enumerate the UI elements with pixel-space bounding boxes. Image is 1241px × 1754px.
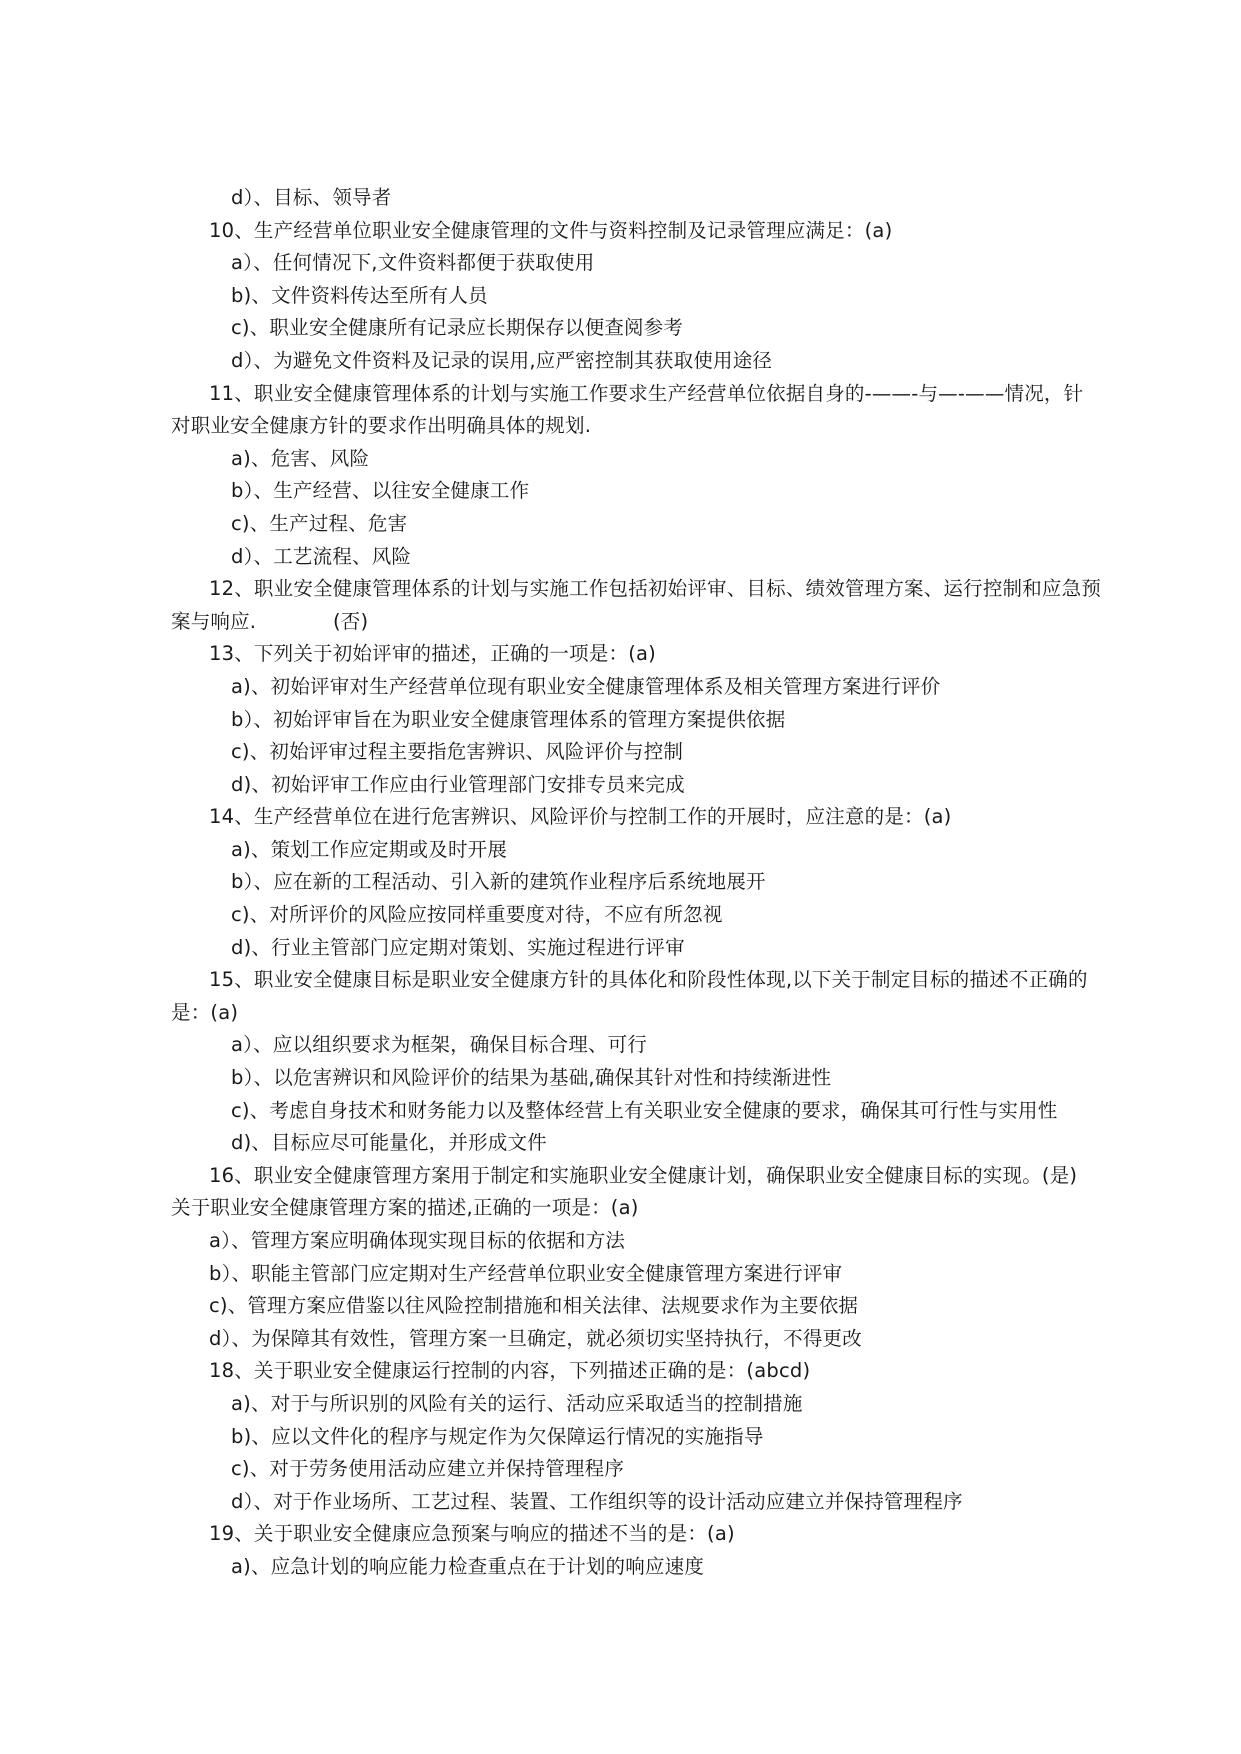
option-d-15: d)、目标应尽可能量化，并形成文件: [231, 1131, 547, 1155]
option-c-18: c)、对于劳务使用活动应建立并保持管理程序: [231, 1457, 625, 1481]
option-b-10: b)、文件资料传达至所有人员: [231, 283, 488, 307]
question-14: 14、生产经营单位在进行危害辨识、风险评价与控制工作的开展时，应注意的是：(a): [209, 805, 952, 829]
option-c-13: c)、初始评审过程主要指危害辨识、风险评价与控制: [231, 740, 684, 764]
option-a-13: a)、初始评审对生产经营单位现有职业安全健康管理体系及相关管理方案进行评价: [231, 674, 941, 698]
option-c-11: c)、生产过程、危害: [231, 511, 408, 535]
option-c-10: c)、职业安全健康所有记录应长期保存以便查阅参考: [231, 316, 684, 340]
option-d-11: d）、工艺流程、风险: [231, 544, 412, 568]
question-11: 11、职业安全健康管理体系的计划与实施工作要求生产经营单位依据自身的-——-与—-——情况，针对职业安全健康方针的要求作出明确具体的规划.: [171, 381, 1084, 438]
document-body: [171, 182, 1101, 1584]
option-a-18: a)、对于与所识别的风险有关的运行、活动应采取适当的控制措施: [231, 1391, 803, 1415]
option-b-14: b）、应在新的工程活动、引入新的建筑作业程序后系统地展开: [231, 870, 766, 894]
question-18: 18、关于职业安全健康运行控制的内容，下列描述正确的是：(abcd): [209, 1359, 811, 1383]
question-13: 13、下列关于初始评审的描述，正确的一项是：(a): [209, 642, 656, 666]
question-15: 15、职业安全健康目标是职业安全健康方针的具体化和阶段性体现,以下关于制定目标的描述不正确的是：(a): [171, 968, 1088, 1024]
question-17: 关于职业安全健康管理方案的描述,正确的一项是：(a): [171, 1196, 639, 1220]
option-d-17: d）、为保障其有效性，管理方案一旦确定，就必须切实坚持执行，不得更改: [209, 1326, 862, 1350]
option-c-15: c)、考虑自身技术和财务能力以及整体经营上有关职业安全健康的要求，确保其可行性与实用性: [231, 1098, 1058, 1122]
option-a-19: a)、应急计划的响应能力检查重点在于计划的响应速度: [231, 1554, 705, 1578]
option-c-14: c)、对所评价的风险应按同样重要度对待，不应有所忽视: [231, 903, 723, 927]
option-d-14: d)、行业主管部门应定期对策划、实施过程进行评审: [231, 935, 685, 959]
option-a-11: a)、危害、风险: [231, 446, 370, 470]
option-d-9: d）、目标、领导者: [231, 186, 392, 209]
option-a-14: a)、策划工作应定期或及时开展: [231, 837, 508, 861]
option-a-17: a）、管理方案应明确体现实现目标的依据和方法: [209, 1229, 626, 1252]
option-b-11: b）、生产经营、以往安全健康工作: [231, 479, 530, 503]
option-b-13: b）、初始评审旨在为职业安全健康管理体系的管理方案提供依据: [231, 707, 786, 731]
option-d-10: d）、为避免文件资料及记录的误用,应严密控制其获取使用途径: [231, 348, 773, 372]
option-b-17: b）、职能主管部门应定期对生产经营单位职业安全健康管理方案进行评审: [209, 1261, 843, 1285]
option-b-18: b)、应以文件化的程序与规定作为欠保障运行情况的实施指导: [231, 1424, 764, 1448]
option-a-10: a）、任何情况下,文件资料都便于获取使用: [231, 251, 595, 275]
question-10: 10、生产经营单位职业安全健康管理的文件与资料控制及记录管理应满足：(a): [209, 218, 893, 242]
option-a-15: a）、应以组织要求为框架，确保目标合理、可行: [231, 1033, 648, 1057]
option-c-17: c)、管理方案应借鉴以往风险控制措施和相关法律、法规要求作为主要依据: [209, 1294, 859, 1318]
option-d-13: d)、初始评审工作应由行业管理部门安排专员来完成: [231, 772, 685, 796]
question-19: 19、关于职业安全健康应急预案与响应的描述不当的是：(a): [209, 1522, 735, 1546]
question-12: 12、职业安全健康管理体系的计划与实施工作包括初始评审、目标、绩效管理方案、运行控制和应急预案与响应. (否): [171, 577, 1102, 633]
option-d-18: d）、对于作业场所、工艺过程、装置、工作组织等的设计活动应建立并保持管理程序: [231, 1489, 963, 1513]
option-b-15: b）、以危害辨识和风险评价的结果为基础,确保其针对性和持续渐进性: [231, 1066, 832, 1090]
question-16: 16、职业安全健康管理方案用于制定和实施职业安全健康计划，确保职业安全健康目标的实现。(是): [209, 1163, 1078, 1187]
